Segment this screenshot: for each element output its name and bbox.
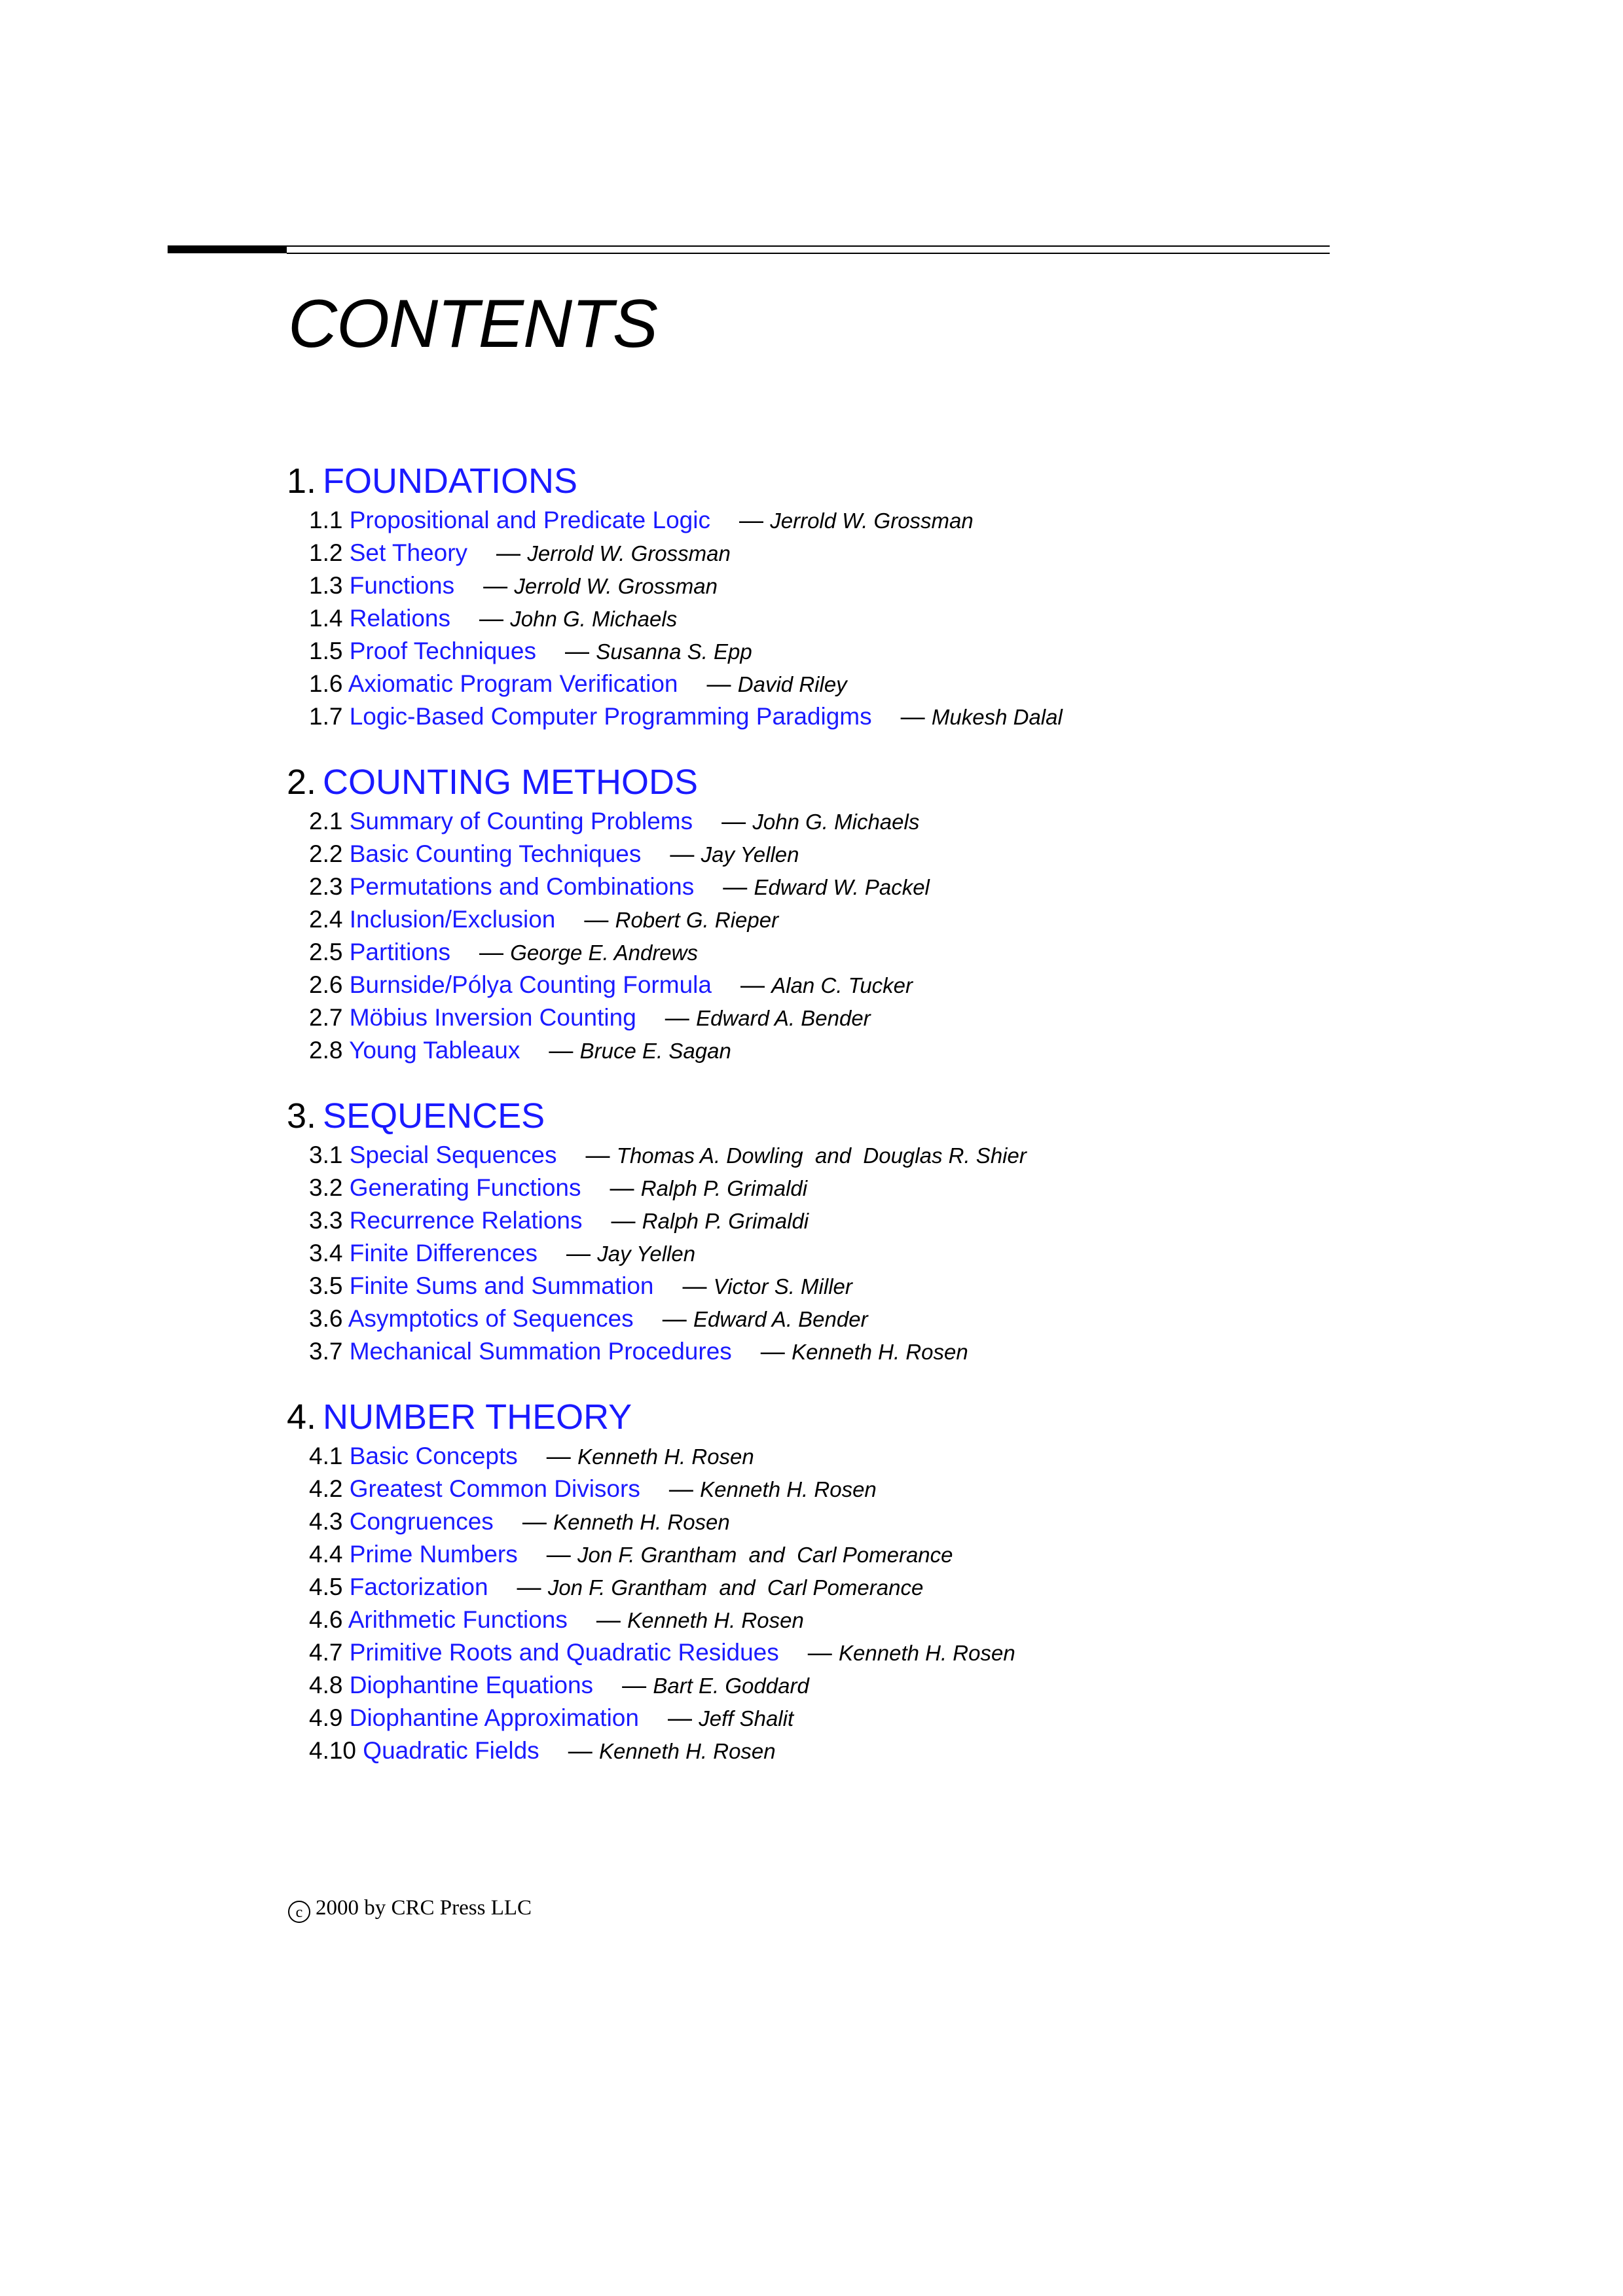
- chapter-heading: [287, 759, 1400, 805]
- toc-entry: [309, 1473, 1400, 1505]
- section-number: 2.1: [309, 808, 343, 834]
- em-dash: —: [483, 572, 508, 599]
- chapter-heading: [287, 1093, 1400, 1139]
- em-dash: —: [496, 539, 521, 566]
- section-number: 4.2: [309, 1475, 343, 1502]
- chapter-number: 2.: [287, 762, 317, 802]
- section-author: Jerrold W. Grossman: [514, 574, 718, 598]
- em-dash: —: [479, 939, 503, 965]
- section-author: Edward A. Bender: [696, 1006, 871, 1030]
- section-title-link[interactable]: Recurrence Relations: [349, 1207, 583, 1234]
- section-number: 2.2: [309, 840, 343, 867]
- section-title-link[interactable]: Burnside/Pólya Counting Formula: [349, 971, 712, 998]
- section-number: 3.4: [309, 1240, 343, 1266]
- em-dash: —: [568, 1737, 593, 1764]
- em-dash: —: [740, 971, 765, 998]
- em-dash: —: [584, 906, 609, 933]
- em-dash: —: [721, 808, 746, 834]
- section-number: 1.7: [309, 703, 343, 730]
- section-title-link[interactable]: Mechanical Summation Procedures: [349, 1338, 732, 1365]
- section-author: Edward A. Bender: [693, 1307, 868, 1331]
- section-author: Jon F. Grantham and Carl Pomerance: [547, 1575, 924, 1600]
- em-dash: —: [517, 1573, 541, 1600]
- chapter-section: [287, 1093, 1400, 1368]
- chapter-number: 1.: [287, 461, 317, 501]
- toc-entry: [309, 1571, 1400, 1604]
- section-title-link[interactable]: Generating Functions: [349, 1174, 581, 1201]
- section-number: 2.3: [309, 873, 343, 900]
- toc-entry: [309, 635, 1400, 668]
- toc-entry: [309, 1335, 1400, 1368]
- em-dash: —: [665, 1004, 689, 1031]
- section-number: 4.6: [309, 1606, 343, 1633]
- section-author: Kenneth H. Rosen: [553, 1510, 730, 1534]
- em-dash: —: [723, 873, 748, 900]
- section-author: Jeff Shalit: [699, 1706, 794, 1731]
- section-list: [287, 504, 1400, 733]
- section-author: Jay Yellen: [701, 842, 799, 867]
- chapter-heading: [287, 1394, 1400, 1440]
- section-author: Ralph P. Grimaldi: [640, 1176, 808, 1200]
- em-dash: —: [667, 1704, 692, 1731]
- em-dash: —: [760, 1338, 785, 1365]
- chapter-heading: [287, 458, 1400, 504]
- table-of-contents: [287, 458, 1400, 1793]
- toc-entry: [309, 1270, 1400, 1302]
- section-author: Edward W. Packel: [754, 875, 930, 899]
- section-number: 4.8: [309, 1672, 343, 1698]
- toc-entry: [309, 1538, 1400, 1571]
- toc-entry: [309, 969, 1400, 1001]
- section-author: Kenneth H. Rosen: [598, 1739, 776, 1763]
- section-title-link[interactable]: Basic Concepts: [349, 1443, 518, 1469]
- copyright-text: 2000 by CRC Press LLC: [316, 1896, 532, 1920]
- section-number: 2.4: [309, 906, 343, 933]
- section-author: Bart E. Goddard: [653, 1674, 809, 1698]
- section-title-link[interactable]: Arithmetic Functions: [348, 1606, 568, 1633]
- section-title-link[interactable]: Partitions: [349, 939, 450, 965]
- section-number: 2.5: [309, 939, 343, 965]
- em-dash: —: [668, 1475, 693, 1502]
- section-title-link[interactable]: Axiomatic Program Verification: [348, 670, 678, 697]
- section-author: Victor S. Miller: [713, 1274, 852, 1299]
- chapter-title-link[interactable]: FOUNDATIONS: [323, 461, 578, 501]
- section-title-link[interactable]: Diophantine Approximation: [349, 1704, 639, 1731]
- section-title-link[interactable]: Relations: [349, 605, 450, 632]
- section-title-link[interactable]: Finite Sums and Summation: [349, 1272, 654, 1299]
- em-dash: —: [662, 1305, 687, 1332]
- section-author: Kenneth H. Rosen: [839, 1641, 1015, 1665]
- chapter-title-link[interactable]: COUNTING METHODS: [323, 762, 699, 802]
- section-title-link[interactable]: Logic-Based Computer Programming Paradigms: [349, 703, 872, 730]
- section-title-link[interactable]: Special Sequences: [349, 1141, 557, 1168]
- section-number: 3.5: [309, 1272, 343, 1299]
- section-number: 4.7: [309, 1639, 343, 1666]
- section-list: [287, 1440, 1400, 1767]
- toc-entry: [309, 1669, 1400, 1702]
- section-author: Alan C. Tucker: [771, 973, 913, 997]
- chapter-section: [287, 458, 1400, 733]
- header-rule-thin-bottom: [287, 253, 1330, 254]
- section-number: 1.6: [309, 670, 343, 697]
- toc-entry: [309, 1237, 1400, 1270]
- section-number: 4.9: [309, 1704, 343, 1731]
- toc-entry: [309, 805, 1400, 838]
- section-number: 1.2: [309, 539, 343, 566]
- toc-entry: [309, 1440, 1400, 1473]
- toc-entry: [309, 700, 1400, 733]
- header-rule-thick: [168, 245, 287, 253]
- section-title-link[interactable]: Young Tableaux: [349, 1037, 520, 1064]
- copyright-notice: [288, 1893, 532, 1923]
- chapter-title-link[interactable]: NUMBER THEORY: [323, 1397, 632, 1437]
- section-author: Kenneth H. Rosen: [627, 1608, 804, 1632]
- section-title-link[interactable]: Prime Numbers: [349, 1541, 518, 1568]
- section-title-link[interactable]: Propositional and Predicate Logic: [349, 507, 710, 533]
- header-rule: [168, 243, 1330, 257]
- section-number: 2.7: [309, 1004, 343, 1031]
- section-author: John G. Michaels: [752, 810, 920, 834]
- toc-entry: [309, 602, 1400, 635]
- section-author: Bruce E. Sagan: [579, 1039, 731, 1063]
- section-title-link[interactable]: Greatest Common Divisors: [349, 1475, 640, 1502]
- em-dash: —: [611, 1207, 636, 1234]
- page-title: CONTENTS: [288, 286, 657, 362]
- section-author: Jon F. Grantham and Carl Pomerance: [577, 1543, 953, 1567]
- section-author: David Riley: [737, 672, 847, 696]
- section-list: [287, 805, 1400, 1067]
- section-number: 4.4: [309, 1541, 343, 1568]
- em-dash: —: [739, 507, 763, 533]
- toc-entry: [309, 1636, 1400, 1669]
- em-dash: —: [682, 1272, 707, 1299]
- section-author: Ralph P. Grimaldi: [642, 1209, 809, 1233]
- section-number: 4.5: [309, 1573, 343, 1600]
- chapter-section: [287, 759, 1400, 1067]
- em-dash: —: [596, 1606, 621, 1633]
- em-dash: —: [706, 670, 731, 697]
- section-number: 4.3: [309, 1508, 343, 1535]
- section-number: 3.1: [309, 1141, 343, 1168]
- section-number: 3.6: [309, 1305, 343, 1332]
- section-author: Robert G. Rieper: [615, 908, 779, 932]
- section-title-link[interactable]: Finite Differences: [349, 1240, 538, 1266]
- toc-entry: [309, 1034, 1400, 1067]
- section-title-link[interactable]: Summary of Counting Problems: [349, 808, 693, 834]
- toc-entry: [309, 1001, 1400, 1034]
- toc-entry: [309, 1204, 1400, 1237]
- em-dash: —: [622, 1672, 647, 1698]
- em-dash: —: [546, 1541, 571, 1568]
- toc-entry: [309, 1505, 1400, 1538]
- toc-entry: [309, 1604, 1400, 1636]
- section-author: Thomas A. Dowling and Douglas R. Shier: [616, 1143, 1027, 1168]
- section-title-link[interactable]: Möbius Inversion Counting: [349, 1004, 636, 1031]
- toc-entry: [309, 537, 1400, 569]
- chapter-number: 4.: [287, 1397, 317, 1437]
- em-dash: —: [564, 637, 589, 664]
- toc-entry: [309, 903, 1400, 936]
- section-title-link[interactable]: Functions: [349, 572, 455, 599]
- chapter-number: 3.: [287, 1096, 317, 1136]
- em-dash: —: [585, 1141, 610, 1168]
- chapter-title-link[interactable]: SEQUENCES: [323, 1096, 545, 1136]
- em-dash: —: [610, 1174, 634, 1201]
- section-title-link[interactable]: Diophantine Equations: [349, 1672, 594, 1698]
- section-author: John G. Michaels: [510, 607, 678, 631]
- section-title-link[interactable]: Factorization: [349, 1573, 488, 1600]
- em-dash: —: [670, 840, 695, 867]
- em-dash: —: [479, 605, 503, 632]
- toc-entry: [309, 936, 1400, 969]
- toc-entry: [309, 1734, 1400, 1767]
- section-number: 2.8: [309, 1037, 343, 1064]
- em-dash: —: [807, 1639, 832, 1666]
- section-author: Kenneth H. Rosen: [792, 1340, 968, 1364]
- section-number: 4.10: [309, 1737, 357, 1764]
- section-number: 1.4: [309, 605, 343, 632]
- toc-entry: [309, 1302, 1400, 1335]
- section-number: 1.1: [309, 507, 343, 533]
- section-author: Jay Yellen: [597, 1242, 696, 1266]
- section-title-link[interactable]: Congruences: [349, 1508, 494, 1535]
- section-number: 3.7: [309, 1338, 343, 1365]
- section-title-link[interactable]: Permutations and Combinations: [349, 873, 695, 900]
- section-author: George E. Andrews: [510, 941, 698, 965]
- chapter-section: [287, 1394, 1400, 1767]
- toc-entry: [309, 668, 1400, 700]
- toc-entry: [309, 1702, 1400, 1734]
- section-author: Jerrold W. Grossman: [770, 509, 974, 533]
- section-author: Susanna S. Epp: [596, 639, 752, 664]
- toc-entry: [309, 1139, 1400, 1172]
- section-title-link[interactable]: Set Theory: [349, 539, 468, 566]
- section-number: 1.5: [309, 637, 343, 664]
- section-list: [287, 1139, 1400, 1368]
- section-author: Kenneth H. Rosen: [700, 1477, 877, 1501]
- em-dash: —: [566, 1240, 591, 1266]
- toc-entry: [309, 504, 1400, 537]
- copyright-symbol: c: [288, 1901, 310, 1923]
- em-dash: —: [522, 1508, 547, 1535]
- section-number: 3.2: [309, 1174, 343, 1201]
- em-dash: —: [549, 1037, 574, 1064]
- toc-entry: [309, 838, 1400, 870]
- section-title-link[interactable]: Quadratic Fields: [363, 1737, 539, 1764]
- section-number: 4.1: [309, 1443, 343, 1469]
- section-author: Kenneth H. Rosen: [577, 1444, 754, 1469]
- section-title-link[interactable]: Asymptotics of Sequences: [348, 1305, 634, 1332]
- toc-entry: [309, 569, 1400, 602]
- section-title-link[interactable]: Basic Counting Techniques: [349, 840, 642, 867]
- em-dash: —: [546, 1443, 571, 1469]
- section-title-link[interactable]: Primitive Roots and Quadratic Residues: [349, 1639, 779, 1666]
- section-number: 1.3: [309, 572, 343, 599]
- section-number: 3.3: [309, 1207, 343, 1234]
- section-title-link[interactable]: Proof Techniques: [349, 637, 536, 664]
- section-author: Jerrold W. Grossman: [527, 541, 731, 565]
- section-title-link[interactable]: Inclusion/Exclusion: [349, 906, 556, 933]
- em-dash: —: [900, 703, 925, 730]
- section-author: Mukesh Dalal: [931, 705, 1063, 729]
- header-rule-thin-top: [287, 245, 1330, 247]
- toc-entry: [309, 870, 1400, 903]
- toc-entry: [309, 1172, 1400, 1204]
- section-number: 2.6: [309, 971, 343, 998]
